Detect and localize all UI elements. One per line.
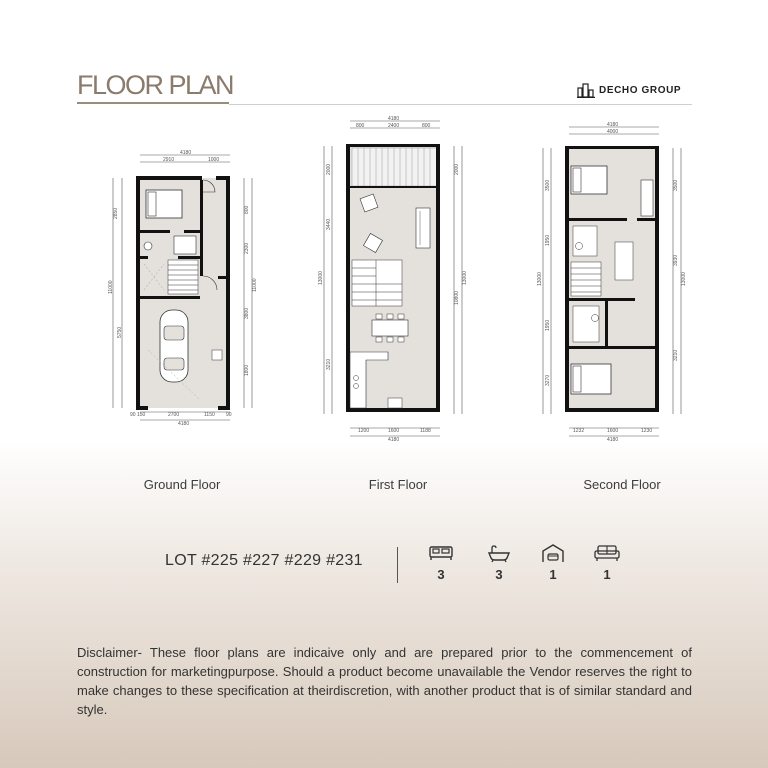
dim-right-a: 2000: [454, 163, 460, 175]
dining-table: [372, 314, 408, 342]
second-floor-label: Second Floor: [583, 477, 661, 492]
feature-divider: [397, 547, 398, 583]
brand-logo: [577, 82, 681, 98]
ground-floor-label: Ground Floor: [143, 477, 221, 492]
bed-icon: [428, 543, 454, 563]
ground-floor-plan: [108, 150, 258, 430]
dim-left-a: 2000: [326, 163, 332, 175]
garage-feature: [533, 543, 573, 582]
dim-right-total: 13000: [462, 271, 468, 285]
dim-bottom-b: 1600: [607, 428, 619, 434]
brand-name: DECHO GROUP: [599, 84, 682, 96]
first-floor-label: First Floor: [368, 477, 428, 492]
dim-right-c: 3800: [244, 307, 250, 319]
dim-right-c: 3210: [673, 349, 679, 361]
dim-bottom-d: 90: [226, 412, 232, 418]
dim-bottom-b: 2700: [168, 412, 180, 418]
title-underline: [77, 102, 229, 104]
dim-top-a: 4000: [607, 129, 619, 135]
sofa-icon: [416, 208, 430, 248]
living-feature: [587, 543, 627, 582]
dim-bottom-a: 90 150: [130, 412, 146, 418]
dim-right-a: 3500: [673, 179, 679, 191]
dim-right-d: 1800: [244, 364, 250, 376]
garage-count: 1: [549, 567, 557, 582]
dim-left-total: 11000: [108, 280, 114, 294]
dim-right-b: 2300: [244, 242, 250, 254]
dim-bottom-a: 1232: [573, 428, 585, 434]
dim-right-b: 3930: [673, 254, 679, 266]
dim-left-d: 3270: [545, 374, 551, 386]
bathrooms-count: 3: [495, 567, 503, 582]
bed-icon: [146, 190, 182, 218]
bathrooms-feature: [479, 543, 519, 582]
dim-top-b: 2400: [388, 123, 400, 129]
first-floor-plan: [318, 116, 468, 446]
dim-left-b: 1950: [545, 234, 551, 246]
garage-icon: [540, 543, 566, 563]
disclaimer-text: Disclaimer- These floor plans are indicaive only and are prepared prior to the commencement of construction for marketingpurpose. Should a product become unavailable the Vendor reserves the right to make changes to these specification at theirdiscretion, with another product that is of similar standard and style.: [77, 645, 692, 717]
lot-numbers: LOT #225 #227 #229 #231: [165, 552, 363, 569]
dim-right-b: 10800: [454, 291, 460, 305]
dim-top-a: 800: [356, 123, 365, 129]
dim-left-c: 3210: [326, 358, 332, 370]
dim-top-total: 4180: [388, 116, 400, 122]
dim-bottom-c: 1230: [641, 428, 653, 434]
dim-left-a: 2850: [113, 207, 119, 219]
bedrooms-feature: [421, 543, 461, 582]
dim-left-b: 3440: [326, 218, 332, 230]
dim-right-a: 800: [244, 205, 250, 214]
dim-bottom-total: 4180: [607, 437, 619, 443]
dim-left-total: 13000: [318, 271, 324, 285]
car-icon: [160, 310, 188, 382]
bedrooms-count: 3: [437, 567, 445, 582]
living-count: 1: [603, 567, 611, 582]
dim-top-total: 4180: [607, 122, 619, 128]
dim-bottom-total: 4180: [178, 421, 190, 427]
dim-top-a: 2910: [163, 157, 175, 163]
dim-bottom-c: 1150: [204, 412, 215, 418]
dim-bottom-a: 1200: [358, 428, 370, 434]
header-divider: [229, 104, 692, 105]
dim-top-b: 1000: [208, 157, 220, 163]
second-floor-plan: [537, 122, 687, 442]
bed-icon: [571, 166, 607, 194]
dim-right-total: 11000: [252, 278, 258, 292]
dim-top-total: 4180: [180, 150, 192, 156]
dim-bottom-c: 1188: [420, 428, 431, 434]
dim-right-total: 13000: [681, 272, 687, 286]
dim-left-b: 5750: [117, 326, 123, 338]
page-title: FLOOR PLAN: [77, 70, 234, 100]
building-icon: [577, 82, 595, 98]
bathtub-icon: [486, 543, 512, 563]
dim-left-a: 3500: [545, 179, 551, 191]
dim-left-total: 13000: [537, 272, 543, 286]
dim-bottom-total: 4180: [388, 437, 400, 443]
sofa-icon: [593, 543, 621, 563]
bed-icon: [571, 364, 611, 394]
dim-bottom-b: 1600: [388, 428, 400, 434]
dim-top-c: 800: [422, 123, 431, 129]
dim-left-c: 1950: [545, 319, 551, 331]
